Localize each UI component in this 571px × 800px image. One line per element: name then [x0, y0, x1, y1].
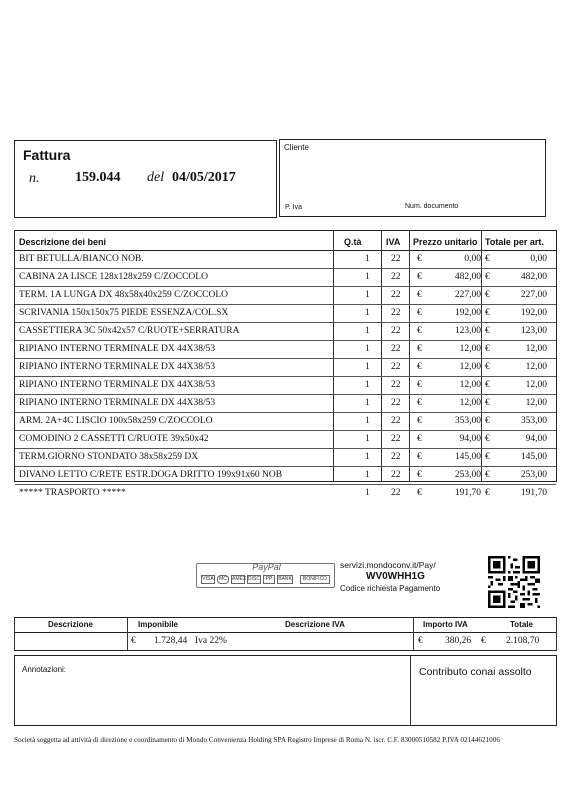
- item-description: ***** TRASPORTO *****: [19, 488, 126, 498]
- summary-header-imponibile: Imponibile: [138, 620, 178, 629]
- item-total: 12,00: [525, 362, 547, 372]
- client-label: Cliente: [284, 143, 309, 152]
- item-quantity: 1: [365, 452, 370, 462]
- item-unit-price: 94,00: [459, 434, 481, 444]
- item-quantity: 1: [365, 326, 370, 336]
- item-description: RIPIANO INTERNO TERMINALE DX 44X38/53: [19, 398, 216, 408]
- item-quantity: 1: [365, 290, 370, 300]
- item-iva: 22: [391, 272, 401, 282]
- item-total: 353,00: [520, 416, 547, 426]
- client-piva-label: P. Iva: [285, 204, 302, 211]
- item-quantity: 1: [365, 272, 370, 282]
- table-row: [15, 287, 558, 305]
- table-row: [15, 359, 558, 377]
- summary-header-importo-iva: Importo IVA: [423, 620, 468, 629]
- item-unit-price: 12,00: [459, 398, 481, 408]
- item-price-currency: €: [417, 434, 422, 444]
- summary-col-right: [556, 617, 557, 650]
- item-iva: 22: [391, 416, 401, 426]
- header-qty: Q.tà: [344, 237, 362, 247]
- annotations-label: Annotazioni:: [22, 665, 67, 674]
- payment-code-note: Codice richiesta Pagamento: [340, 584, 441, 593]
- table-row: [15, 449, 558, 467]
- item-price-currency: €: [417, 362, 422, 372]
- item-iva: 22: [391, 344, 401, 354]
- summary-header-descrizione-iva: Descrizione IVA: [285, 620, 345, 629]
- summary-currency-totale: €: [481, 636, 486, 646]
- item-price-currency: €: [417, 344, 422, 354]
- summary-importo-iva: 380,26: [445, 636, 472, 646]
- item-price-currency: €: [417, 308, 422, 318]
- item-quantity: 1: [365, 488, 370, 498]
- item-total: 12,00: [525, 398, 547, 408]
- item-price-currency: €: [417, 488, 422, 498]
- client-box: [279, 139, 546, 217]
- item-description: RIPIANO INTERNO TERMINALE DX 44X38/53: [19, 362, 216, 372]
- summary-totale: 2.108,70: [506, 636, 540, 646]
- header-description: Descrizione dei beni: [19, 237, 107, 247]
- item-iva: 22: [391, 434, 401, 444]
- item-description: BIT BETULLA/BIANCO NOB.: [19, 254, 144, 264]
- item-price-currency: €: [417, 380, 422, 390]
- item-price-currency: €: [417, 452, 422, 462]
- invoice-date: 04/05/2017: [172, 170, 236, 185]
- item-total-currency: €: [485, 398, 490, 408]
- item-total-currency: €: [485, 434, 490, 444]
- item-total: 227,00: [520, 290, 547, 300]
- item-total: 12,00: [525, 380, 547, 390]
- item-unit-price: 191,70: [454, 488, 481, 498]
- bank-transfer-icon: BONIFICO: [300, 575, 330, 584]
- item-unit-price: 12,00: [459, 380, 481, 390]
- item-quantity: 1: [365, 398, 370, 408]
- item-price-currency: €: [417, 416, 422, 426]
- payment-code: WV0WHH1G: [366, 571, 425, 582]
- item-price-currency: €: [417, 290, 422, 300]
- visa-card-icon: VISA: [202, 576, 214, 582]
- item-quantity: 1: [365, 308, 370, 318]
- annotations-divider: [410, 656, 411, 725]
- item-unit-price: 0,00: [464, 254, 481, 264]
- summary-bottom-border: [14, 650, 557, 651]
- summary-col-imponibile: [127, 617, 128, 650]
- summary-top-border: [14, 617, 557, 618]
- item-description: ARM. 2A+4C LISCIO 100x58x259 C/ZOCCOLO: [19, 416, 213, 426]
- item-iva: 22: [391, 488, 401, 498]
- table-row: [15, 323, 558, 341]
- item-quantity: 1: [365, 416, 370, 426]
- invoice-number: 159.044: [75, 170, 121, 185]
- item-total: 191,70: [520, 488, 547, 498]
- item-iva: 22: [391, 326, 401, 336]
- amex-card-icon: AMEX: [232, 576, 247, 582]
- item-total-currency: €: [485, 308, 490, 318]
- item-total-currency: €: [485, 326, 490, 336]
- item-description: RIPIANO INTERNO TERMINALE DX 44X38/53: [19, 344, 216, 354]
- item-quantity: 1: [365, 470, 370, 480]
- item-price-currency: €: [417, 398, 422, 408]
- item-total: 145,00: [520, 452, 547, 462]
- table-row: [15, 305, 558, 323]
- item-iva: 22: [391, 362, 401, 372]
- item-iva: 22: [391, 254, 401, 264]
- item-iva: 22: [391, 290, 401, 300]
- item-quantity: 1: [365, 434, 370, 444]
- item-total-currency: €: [485, 488, 490, 498]
- item-quantity: 1: [365, 362, 370, 372]
- item-description: CASSETTIERA 3C 50x42x57 C/RUOTE+SERRATURA: [19, 326, 240, 336]
- invoice-number-label: n.: [29, 171, 40, 186]
- item-description: CABINA 2A LISCE 128x128x259 C/ZOCCOLO: [19, 272, 208, 282]
- item-price-currency: €: [417, 272, 422, 282]
- item-quantity: 1: [365, 344, 370, 354]
- header-iva: IVA: [386, 237, 401, 247]
- item-description: TERM.GIORNO STONDATO 38x58x259 DX: [19, 452, 199, 462]
- item-description: DIVANO LETTO C/RETE ESTR.DOGA DRITTO 199x91x60 NOB: [19, 470, 283, 480]
- item-unit-price: 192,00: [454, 308, 481, 318]
- paypal-logo: PayPal: [252, 562, 281, 572]
- item-price-currency: €: [417, 470, 422, 480]
- item-total: 123,00: [520, 326, 547, 336]
- item-total-currency: €: [485, 290, 490, 300]
- table-row: [15, 395, 558, 413]
- footer-legal-notice: Società soggetta ad attività di direzione e coordinamento di Mondo Convenienza Holding SPA Registro Imprese di Roma N. iscr. C.F. 83000510582 P.IVA 02144621006: [14, 736, 500, 744]
- item-iva: 22: [391, 380, 401, 390]
- item-total-currency: €: [485, 362, 490, 372]
- item-description: SCRIVANIA 150x150x75 PIEDE ESSENZA/COL.SX: [19, 308, 229, 318]
- invoice-title: Fattura: [23, 147, 71, 163]
- item-total: 94,00: [525, 434, 547, 444]
- item-total: 253,00: [520, 470, 547, 480]
- table-row: [15, 467, 558, 485]
- summary-currency-iva: €: [418, 636, 423, 646]
- discover-card-icon: DISC: [248, 576, 260, 582]
- item-total-currency: €: [485, 254, 490, 264]
- item-total: 0,00: [530, 254, 547, 264]
- summary-currency-imponibile: €: [131, 636, 136, 646]
- invoice-date-label: del: [147, 170, 165, 185]
- item-unit-price: 12,00: [459, 362, 481, 372]
- item-description: TERM. 1A LUNGA DX 48x58x40x259 C/ZOCCOLO: [19, 290, 229, 300]
- item-total: 192,00: [520, 308, 547, 318]
- postepay-card-icon: PP: [263, 575, 275, 584]
- item-total-currency: €: [485, 416, 490, 426]
- item-total-currency: €: [485, 452, 490, 462]
- item-description: RIPIANO INTERNO TERMINALE DX 44X38/53: [19, 380, 216, 390]
- paypal-badge[interactable]: [196, 563, 335, 588]
- items-table: [14, 230, 557, 498]
- item-unit-price: 123,00: [454, 326, 481, 336]
- annotations-text: Contributo conai assolto: [419, 666, 532, 678]
- summary-col-left: [14, 617, 15, 650]
- item-price-currency: €: [417, 326, 422, 336]
- item-unit-price: 253,00: [454, 470, 481, 480]
- summary-header-divider: [14, 632, 557, 633]
- header-unit-price: Prezzo unitario: [413, 237, 478, 247]
- item-iva: 22: [391, 452, 401, 462]
- mastercard-icon: MC: [217, 575, 229, 584]
- item-total-currency: €: [485, 380, 490, 390]
- payment-url[interactable]: servizi.mondoconv.it/Pay/: [340, 560, 436, 570]
- item-unit-price: 145,00: [454, 452, 481, 462]
- table-row: [15, 485, 558, 503]
- summary-imponibile: 1.728,44: [154, 636, 188, 646]
- bank-card-icon: BANK: [278, 576, 292, 582]
- invoice-header-box: [14, 140, 277, 218]
- item-iva: 22: [391, 308, 401, 318]
- item-unit-price: 353,00: [454, 416, 481, 426]
- item-unit-price: 12,00: [459, 344, 481, 354]
- annotations-box: [14, 655, 557, 726]
- item-iva: 22: [391, 470, 401, 480]
- summary-iva-description: Iva 22%: [195, 636, 227, 646]
- summary-header-descrizione: Descrizione: [48, 620, 93, 629]
- item-total-currency: €: [485, 272, 490, 282]
- item-total: 482,00: [520, 272, 547, 282]
- item-unit-price: 482,00: [454, 272, 481, 282]
- item-unit-price: 227,00: [454, 290, 481, 300]
- summary-col-importo-iva: [413, 617, 414, 650]
- table-row: [15, 377, 558, 395]
- item-total: 12,00: [525, 344, 547, 354]
- item-quantity: 1: [365, 380, 370, 390]
- item-iva: 22: [391, 398, 401, 408]
- summary-header-totale: Totale: [510, 620, 533, 629]
- client-document-number-label: Num. documento: [405, 203, 459, 210]
- table-row: [15, 431, 558, 449]
- item-price-currency: €: [417, 254, 422, 264]
- table-row: [15, 251, 558, 269]
- item-total-currency: €: [485, 470, 490, 480]
- table-row: [15, 413, 558, 431]
- header-total: Totale per art.: [485, 237, 544, 247]
- item-quantity: 1: [365, 254, 370, 264]
- table-row: [15, 269, 558, 287]
- item-description: COMODINO 2 CASSETTI C/RUOTE 39x50x42: [19, 434, 209, 444]
- qr-code-icon[interactable]: [488, 556, 540, 608]
- item-total-currency: €: [485, 344, 490, 354]
- table-row: [15, 341, 558, 359]
